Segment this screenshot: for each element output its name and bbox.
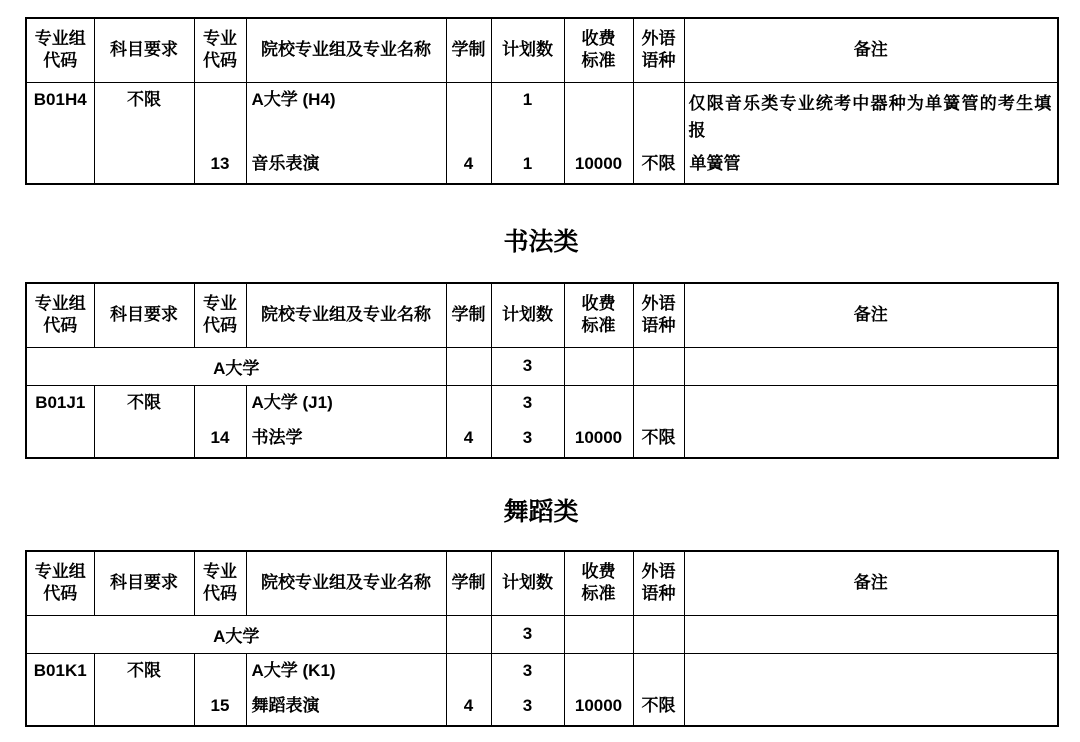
header-major-code-line1: 专业 — [203, 294, 237, 314]
major-name: 书法学 — [251, 427, 303, 447]
group-code: B01J1 — [35, 392, 86, 412]
subject-requirement: 不限 — [127, 660, 161, 680]
header-duration: 学制 — [446, 551, 491, 615]
dance-plan-table — [25, 550, 1059, 727]
header-foreign-language-line1: 外语 — [641, 29, 676, 49]
plan-count-major: 3 — [522, 427, 533, 447]
cell-names — [246, 653, 446, 726]
header-duration: 学制 — [446, 283, 491, 347]
major-code: 15 — [210, 695, 230, 715]
remark-major — [687, 696, 1056, 716]
cell-remark-empty — [684, 615, 1058, 653]
remark-group — [687, 393, 1056, 420]
header-subject-requirement: 科目要求 — [94, 283, 194, 347]
table-row — [26, 385, 1058, 458]
header-remark: 备注 — [684, 18, 1058, 82]
cell-remark — [684, 653, 1058, 726]
major-code: 14 — [210, 427, 230, 447]
cell-fee — [564, 82, 633, 184]
cell-plan-count — [491, 82, 564, 184]
summary-plan-count: 3 — [491, 615, 564, 653]
duration: 4 — [463, 153, 474, 173]
table-header-row — [26, 551, 1058, 615]
major-code: 13 — [210, 153, 230, 173]
header-plan-count: 计划数 — [491, 283, 564, 347]
table-row — [26, 82, 1058, 184]
header-subject-requirement: 科目要求 — [94, 551, 194, 615]
cell-remark-empty — [684, 347, 1058, 385]
music-plan-table — [25, 17, 1059, 185]
header-foreign-language-line2: 语种 — [641, 316, 676, 336]
header-group-code-line1: 专业组 — [34, 29, 86, 49]
header-major-code-line2: 代码 — [203, 584, 237, 604]
subject-requirement: 不限 — [127, 392, 161, 412]
header-fee-line1: 收费 — [581, 29, 616, 49]
cell-subject-requirement — [94, 385, 194, 458]
header-foreign-language — [633, 283, 684, 347]
major-name: 音乐表演 — [251, 153, 320, 173]
university-name: A大学 — [26, 615, 446, 653]
cell-group-code — [26, 82, 94, 184]
header-group-code-line1: 专业组 — [34, 294, 86, 314]
cell-duration-empty — [446, 347, 491, 385]
header-fee-line1: 收费 — [581, 562, 616, 582]
plan-count-major: 1 — [522, 153, 533, 173]
subject-requirement: 不限 — [127, 89, 161, 109]
header-plan-count: 计划数 — [491, 551, 564, 615]
university-summary-row — [26, 615, 1058, 653]
header-foreign-language-line1: 外语 — [641, 562, 676, 582]
header-major-code-line1: 专业 — [203, 29, 237, 49]
header-group-code — [26, 551, 94, 615]
cell-names — [246, 82, 446, 184]
cell-fee — [564, 385, 633, 458]
group-code: B01H4 — [33, 89, 87, 109]
header-group-and-major-name: 院校专业组及专业名称 — [246, 551, 446, 615]
major-name: 舞蹈表演 — [251, 695, 320, 715]
header-foreign-language-line2: 语种 — [641, 51, 676, 71]
fee: 10000 — [574, 695, 623, 715]
header-fee-line1: 收费 — [581, 294, 616, 314]
duration: 4 — [463, 695, 474, 715]
university-summary-row — [26, 347, 1058, 385]
header-group-and-major-name: 院校专业组及专业名称 — [246, 283, 446, 347]
cell-foreign-language — [633, 385, 684, 458]
cell-names — [246, 385, 446, 458]
section-title-calligraphy: 书法类 — [503, 228, 579, 256]
header-major-code — [194, 551, 246, 615]
cell-major-code — [194, 653, 246, 726]
cell-fee-empty — [564, 347, 633, 385]
header-major-code-line2: 代码 — [203, 51, 237, 71]
header-major-code-line2: 代码 — [203, 316, 237, 336]
table-row — [26, 653, 1058, 726]
header-group-code — [26, 283, 94, 347]
header-major-code — [194, 18, 246, 82]
group-name: A大学 (K1) — [251, 660, 336, 680]
cell-group-code — [26, 653, 94, 726]
group-code: B01K1 — [33, 660, 87, 680]
header-remark: 备注 — [684, 283, 1058, 347]
header-fee — [564, 283, 633, 347]
foreign-language: 不限 — [641, 695, 676, 715]
cell-remark — [684, 82, 1058, 184]
table-header-row — [26, 283, 1058, 347]
header-group-code-line2: 代码 — [43, 316, 78, 336]
remark-group: 仅限音乐类专业统考中器种为单簧管的考生填报 — [688, 93, 1053, 140]
header-fee-line2: 标准 — [581, 51, 616, 71]
cell-duration — [446, 385, 491, 458]
header-group-code-line1: 专业组 — [34, 562, 86, 582]
cell-group-code — [26, 385, 94, 458]
header-group-and-major-name: 院校专业组及专业名称 — [246, 18, 446, 82]
cell-subject-requirement — [94, 82, 194, 184]
header-subject-requirement: 科目要求 — [94, 18, 194, 82]
header-fee-line2: 标准 — [581, 584, 616, 604]
foreign-language: 不限 — [641, 153, 676, 173]
header-plan-count: 计划数 — [491, 18, 564, 82]
header-fee — [564, 551, 633, 615]
university-name: A大学 — [26, 347, 446, 385]
plan-count-major: 3 — [522, 695, 533, 715]
cell-major-code — [194, 385, 246, 458]
cell-duration — [446, 653, 491, 726]
cell-major-code — [194, 82, 246, 184]
section-title-dance: 舞蹈类 — [503, 498, 579, 526]
remark-group — [687, 661, 1056, 688]
table-header-row — [26, 18, 1058, 82]
cell-foreign-language-empty — [633, 615, 684, 653]
plan-count-group: 1 — [522, 89, 533, 109]
calligraphy-plan-table — [25, 282, 1059, 459]
header-foreign-language — [633, 551, 684, 615]
header-group-code-line2: 代码 — [43, 51, 78, 71]
cell-fee — [564, 653, 633, 726]
cell-duration-empty — [446, 615, 491, 653]
remark-major: 单簧管 — [689, 153, 741, 173]
cell-foreign-language — [633, 653, 684, 726]
header-group-code-line2: 代码 — [43, 584, 78, 604]
cell-subject-requirement — [94, 653, 194, 726]
cell-plan-count — [491, 653, 564, 726]
fee: 10000 — [574, 427, 623, 447]
header-remark: 备注 — [684, 551, 1058, 615]
header-fee-line2: 标准 — [581, 316, 616, 336]
header-foreign-language-line2: 语种 — [641, 584, 676, 604]
summary-plan-count: 3 — [491, 347, 564, 385]
plan-count-group: 3 — [522, 392, 533, 412]
header-group-code — [26, 18, 94, 82]
foreign-language: 不限 — [641, 427, 676, 447]
cell-remark — [684, 385, 1058, 458]
remark-major — [687, 428, 1056, 448]
header-major-code-line1: 专业 — [203, 562, 237, 582]
header-major-code — [194, 283, 246, 347]
fee: 10000 — [574, 153, 623, 173]
group-name: A大学 (J1) — [251, 392, 333, 412]
plan-count-group: 3 — [522, 660, 533, 680]
cell-foreign-language — [633, 82, 684, 184]
cell-duration — [446, 82, 491, 184]
duration: 4 — [463, 427, 474, 447]
group-name: A大学 (H4) — [251, 89, 336, 109]
cell-foreign-language-empty — [633, 347, 684, 385]
header-foreign-language-line1: 外语 — [641, 294, 676, 314]
cell-fee-empty — [564, 615, 633, 653]
header-fee — [564, 18, 633, 82]
header-foreign-language — [633, 18, 684, 82]
cell-plan-count — [491, 385, 564, 458]
header-duration: 学制 — [446, 18, 491, 82]
